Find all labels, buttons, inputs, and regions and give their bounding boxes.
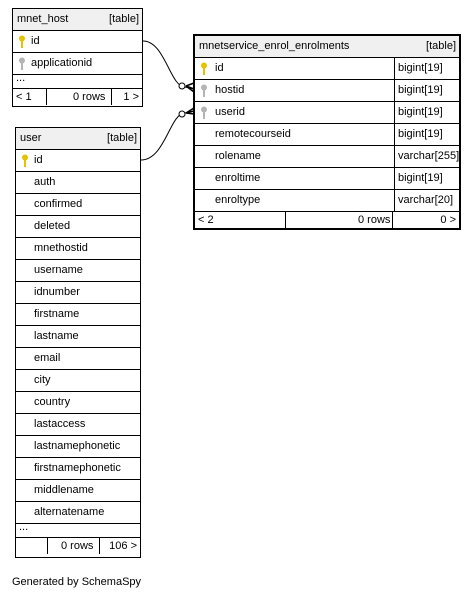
column-row[interactable] — [16, 150, 140, 172]
row-count: 0 rows — [358, 214, 391, 226]
column-name: alternatename — [34, 506, 105, 518]
column-row[interactable] — [195, 124, 459, 146]
column-row[interactable] — [16, 502, 140, 524]
table-tag: [table] — [107, 132, 137, 144]
column-row[interactable] — [16, 414, 140, 436]
column-row[interactable] — [195, 58, 459, 80]
table-header — [195, 36, 459, 58]
index-key-icon — [200, 106, 208, 119]
column-name: lastnamephonetic — [34, 440, 121, 452]
more-columns: ... — [16, 524, 140, 538]
table-user[interactable] — [15, 127, 141, 558]
table-mnet-host[interactable] — [12, 8, 143, 107]
column-name: idnumber — [34, 286, 80, 298]
parents-count[interactable]: < 1 — [16, 91, 32, 103]
column-name: id — [215, 62, 224, 74]
column-row[interactable] — [16, 370, 140, 392]
column-type: varchar[20] — [394, 190, 459, 211]
table-footer — [195, 212, 459, 228]
column-row[interactable] — [16, 304, 140, 326]
column-name: rolename — [215, 150, 261, 162]
column-row[interactable] — [16, 348, 140, 370]
column-name: firstnamephonetic — [34, 462, 121, 474]
column-row[interactable] — [195, 168, 459, 190]
column-name: confirmed — [34, 198, 83, 210]
primary-key-icon — [18, 35, 26, 48]
column-name: id — [31, 35, 40, 47]
column-name: id — [34, 154, 43, 166]
column-row[interactable] — [16, 216, 140, 238]
children-count[interactable]: 106 > — [109, 540, 137, 552]
column-row[interactable] — [195, 80, 459, 102]
parents-count[interactable]: < 2 — [198, 214, 214, 226]
column-name: middlename — [34, 484, 94, 496]
column-row[interactable] — [16, 436, 140, 458]
column-type: bigint[19] — [394, 58, 459, 79]
column-name: hostid — [215, 84, 245, 96]
column-row[interactable] — [16, 172, 140, 194]
index-key-icon — [18, 57, 26, 70]
column-row[interactable] — [13, 53, 142, 75]
column-row[interactable] — [195, 102, 459, 124]
column-name: enroltime — [215, 172, 261, 184]
column-name: mnethostid — [34, 242, 88, 254]
column-name: email — [34, 352, 61, 364]
column-row[interactable] — [16, 392, 140, 414]
relation-mnet-host-to-hostid — [143, 41, 194, 89]
column-row[interactable] — [16, 194, 140, 216]
column-type: varchar[255] — [394, 146, 459, 167]
relation-user-to-userid — [141, 111, 194, 160]
row-count: 0 rows — [61, 540, 94, 552]
column-name: username — [34, 264, 83, 276]
primary-key-icon — [21, 154, 29, 167]
more-columns: ... — [13, 75, 142, 89]
column-name: lastname — [34, 330, 79, 342]
column-name: applicationid — [31, 57, 93, 69]
table-footer — [13, 89, 142, 105]
column-type: bigint[19] — [394, 102, 459, 123]
column-row[interactable] — [16, 326, 140, 348]
generator-caption: Generated by SchemaSpy — [12, 576, 142, 588]
column-name: city — [34, 374, 51, 386]
column-type: bigint[19] — [394, 80, 459, 101]
table-mnetservice-enrol-enrolments[interactable] — [193, 34, 461, 230]
column-type: bigint[19] — [394, 124, 459, 145]
index-key-icon — [200, 84, 208, 97]
column-row[interactable] — [16, 238, 140, 260]
column-name: auth — [34, 176, 56, 188]
column-row[interactable] — [16, 458, 140, 480]
column-name: remotecourseid — [215, 128, 291, 140]
table-name[interactable]: user — [20, 132, 42, 144]
row-count: 0 rows — [73, 91, 106, 103]
column-name: country — [34, 396, 71, 408]
column-row[interactable] — [16, 260, 140, 282]
table-name[interactable]: mnet_host — [17, 13, 69, 25]
table-name[interactable]: mnetservice_enrol_enrolments — [199, 40, 350, 52]
column-row[interactable] — [16, 282, 140, 304]
column-name: userid — [215, 106, 245, 118]
table-footer — [16, 538, 140, 554]
table-header — [13, 9, 142, 31]
children-count[interactable]: 0 > — [440, 214, 456, 226]
column-row[interactable] — [195, 190, 459, 212]
column-name: enroltype — [215, 194, 261, 206]
table-tag: [table] — [426, 40, 456, 52]
relation-userid-optional-circle — [179, 111, 185, 117]
table-tag: [table] — [109, 13, 139, 25]
column-name: firstname — [34, 308, 80, 320]
table-header — [16, 128, 140, 150]
column-type: bigint[19] — [394, 168, 459, 189]
column-row[interactable] — [195, 146, 459, 168]
relation-hostid-optional-circle — [179, 83, 185, 89]
column-name: deleted — [34, 220, 71, 232]
column-row[interactable] — [16, 480, 140, 502]
column-name: lastaccess — [34, 418, 86, 430]
column-row[interactable] — [13, 31, 142, 53]
primary-key-icon — [200, 62, 208, 75]
children-count[interactable]: 1 > — [123, 91, 139, 103]
